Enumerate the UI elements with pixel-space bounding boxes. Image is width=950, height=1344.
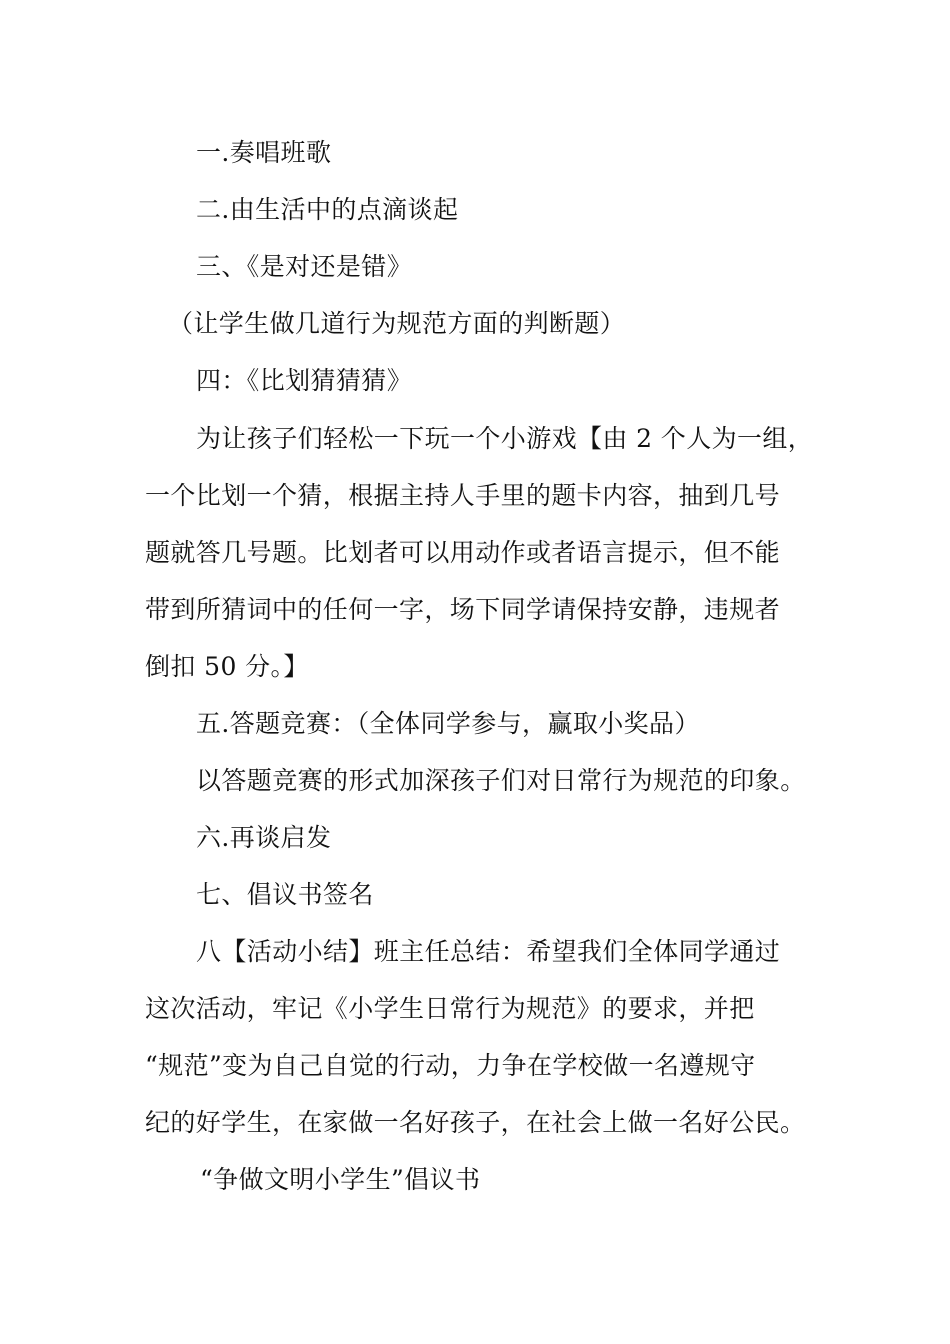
section-3-note: （让学生做几道行为规范方面的判断题） [168,309,626,338]
section-1-heading: 一.奏唱班歌 [196,138,332,167]
paragraph-line: 题就答几号题。比划者可以用动作或者语言提示，但不能 [145,538,781,567]
section-6-heading: 六.再谈启发 [196,823,332,852]
paragraph-line: “规范”变为自己自觉的行动，力争在学校做一名遵规守 [145,1051,756,1080]
paragraph-line: 这次活动，牢记《小学生日常行为规范》的要求，并把 [145,994,755,1023]
section-7-heading: 七、倡议书签名 [196,880,374,909]
paragraph-line: 为让孩子们轻松一下玩一个小游戏【由 2 个人为一组， [196,424,814,453]
paragraph-line: 带到所猜词中的任何一字，场下同学请保持安静，违规者 [145,595,781,624]
section-2-heading: 二.由生活中的点滴谈起 [196,195,459,224]
paragraph-line: 一个比划一个猜，根据主持人手里的题卡内容，抽到几号 [145,481,781,510]
section-8-heading: 八【活动小结】班主任总结：希望我们全体同学通过 [196,937,781,966]
proposal-title: “争做文明小学生”倡议书 [200,1165,481,1194]
paragraph-line: 以答题竞赛的形式加深孩子们对日常行为规范的印象。 [196,766,806,795]
section-5-heading: 五.答题竞赛：（全体同学参与，赢取小奖品） [196,709,700,738]
paragraph-line: 纪的好学生，在家做一名好孩子，在社会上做一名好公民。 [145,1108,806,1137]
paragraph-line: 倒扣 50 分。】 [145,652,309,681]
section-3-heading: 三、《是对还是错》 [196,252,413,281]
section-4-heading: 四：《比划猜猜猜》 [196,366,413,395]
